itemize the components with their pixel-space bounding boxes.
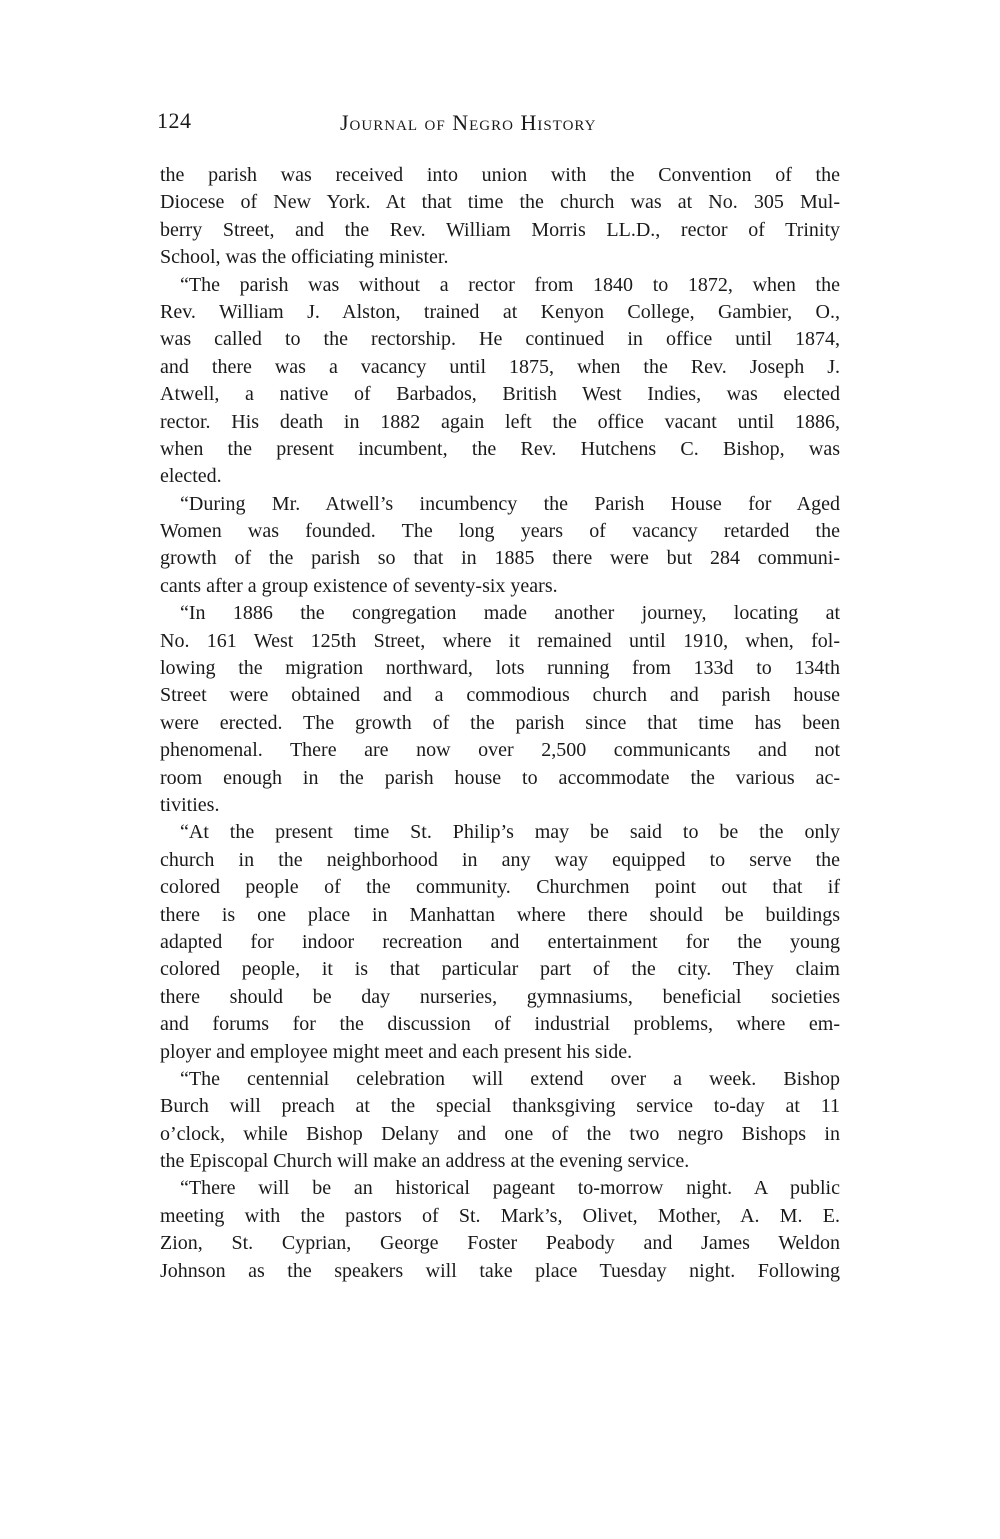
- text-line: the parish was received into union with the Convention of the: [160, 164, 840, 186]
- text-line: tivities.: [160, 793, 220, 816]
- text-line: Rev. William J. Alston, trained at Kenyon College, Gambier, O.,: [160, 300, 840, 323]
- text-line: were erected. The growth of the parish since that time has been: [160, 711, 840, 734]
- text-line: meeting with the pastors of St. Mark’s, Olivet, Mother, A. M. E.: [160, 1204, 840, 1227]
- text-line: Atwell, a native of Barbados, British West Indies, was elected: [160, 383, 840, 406]
- paragraph-5: [160, 819, 840, 1066]
- text-line: Women was founded. The long years of vacancy retarded the: [160, 520, 840, 543]
- text-line: “In 1886 the congregation made another journey, locating at: [180, 602, 840, 625]
- text-line: “The centennial celebration will extend over a week. Bishop: [180, 1067, 840, 1090]
- text-line: when the present incumbent, the Rev. Hutchens C. Bishop, was: [160, 437, 840, 460]
- paragraph-1: [160, 162, 840, 272]
- text-line: there should be day nurseries, gymnasiums, beneficial societies: [160, 985, 840, 1008]
- text-line: “There will be an historical pageant to-morrow night. A public: [180, 1177, 840, 1200]
- page-number: 124: [157, 108, 192, 133]
- text-line: church in the neighborhood in any way equipped to serve the: [160, 848, 840, 871]
- text-line: adapted for indoor recreation and entertainment for the young: [160, 930, 840, 953]
- body-text: [160, 162, 840, 1285]
- text-line: Diocese of New York. At that time the church was at No. 305 Mul-: [160, 191, 840, 214]
- text-line: ployer and employee might meet and each present his side.: [160, 1040, 633, 1063]
- text-line: colored people, it is that particular part of the city. They claim: [160, 958, 840, 981]
- text-line: and forums for the discussion of industrial problems, where em-: [160, 1013, 840, 1036]
- text-line: was called to the rectorship. He continued in office until 1874,: [160, 328, 840, 351]
- text-line: “The parish was without a rector from 1840 to 1872, when the: [180, 273, 840, 296]
- text-line: No. 161 West 125th Street, where it remained until 1910, when, fol-: [160, 629, 840, 652]
- running-head: Journal of Negro History: [340, 110, 597, 135]
- text-line: colored people of the community. Churchmen point out that if: [160, 876, 840, 899]
- text-line: lowing the migration northward, lots running from 133d to 134th: [160, 657, 840, 680]
- paragraph-2: [160, 272, 840, 491]
- text-line: there is one place in Manhattan where there should be buildings: [160, 903, 840, 926]
- text-line: Johnson as the speakers will take place Tuesday night. Following: [160, 1259, 840, 1282]
- text-line: cants after a group existence of seventy-six years.: [160, 574, 558, 597]
- text-line: the Episcopal Church will make an address at the evening service.: [160, 1150, 690, 1173]
- text-line: Zion, St. Cyprian, George Foster Peabody and James Weldon: [160, 1232, 840, 1255]
- text-line: School, was the officiating minister.: [160, 246, 449, 269]
- text-line: elected.: [160, 465, 222, 488]
- paragraph-7: [160, 1175, 840, 1285]
- paragraph-3: [160, 491, 840, 601]
- text-line: berry Street, and the Rev. William Morris LL.D., rector of Trinity: [160, 218, 840, 241]
- text-line: rector. His death in 1882 again left the office vacant until 1886,: [160, 410, 840, 433]
- text-line: growth of the parish so that in 1885 there were but 284 communi-: [160, 547, 840, 570]
- text-line: o’clock, while Bishop Delany and one of the two negro Bishops in: [160, 1122, 840, 1145]
- text-line: room enough in the parish house to accommodate the various ac-: [160, 766, 840, 789]
- paragraph-4: [160, 600, 840, 819]
- text-line: “During Mr. Atwell’s incumbency the Parish House for Aged: [180, 492, 840, 515]
- text-line: and there was a vacancy until 1875, when the Rev. Joseph J.: [160, 355, 840, 378]
- paragraph-6: [160, 1066, 840, 1176]
- text-line: “At the present time St. Philip’s may be said to be the only: [180, 821, 840, 844]
- text-line: Burch will preach at the special thanksgiving service to-day at 11: [160, 1095, 840, 1118]
- text-line: phenomenal. There are now over 2,500 communicants and not: [160, 739, 840, 762]
- text-line: Street were obtained and a commodious church and parish house: [160, 684, 840, 707]
